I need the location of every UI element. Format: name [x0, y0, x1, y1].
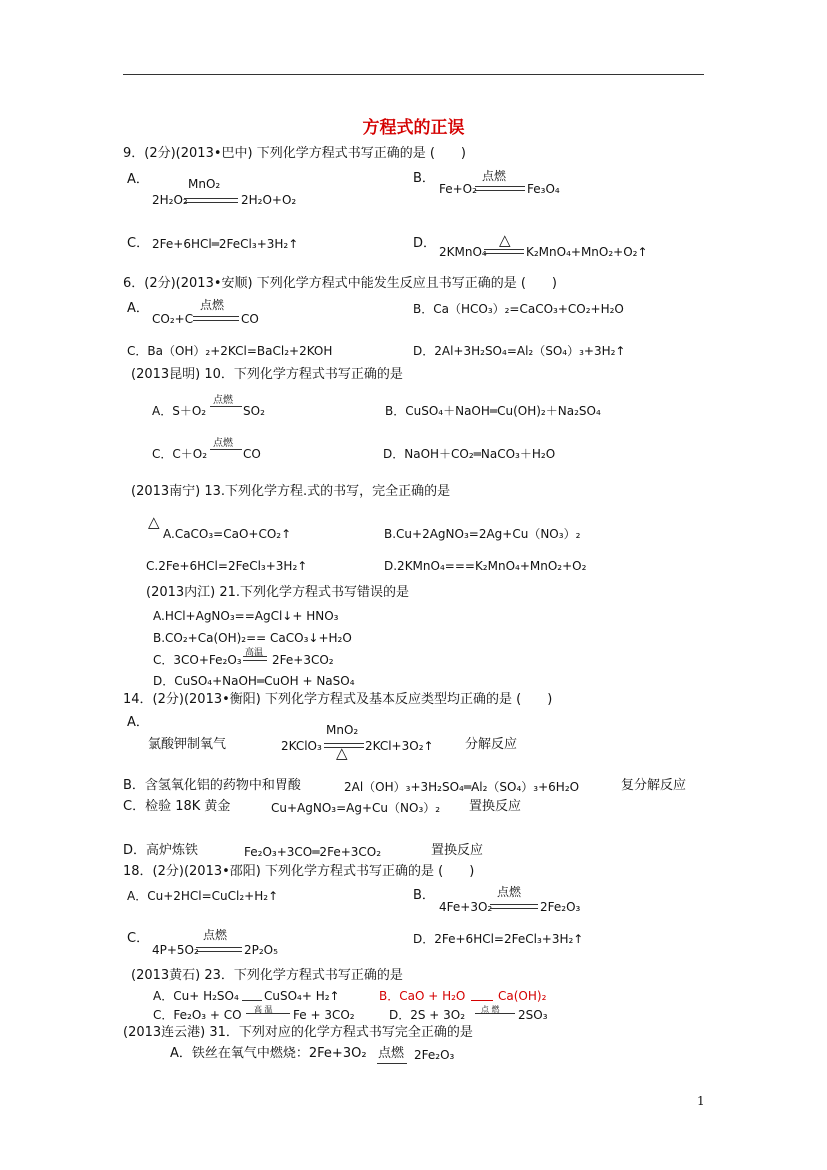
equals-bar: [471, 1000, 493, 1001]
option-a-left: A．Cu+ H₂SO₄: [153, 989, 239, 1003]
equation-right: SO₂: [243, 404, 265, 418]
option-label: D．: [413, 236, 437, 251]
option-b: B．Ca（HCO₃）₂=CaCO₃+CO₂+H₂O: [413, 302, 624, 316]
question-stem: (2013连云港) 31．下列对应的化学方程式书写完全正确的是: [123, 1025, 473, 1040]
reaction-condition: 点燃: [200, 298, 225, 312]
equation-right: CO: [241, 312, 259, 326]
question-stem: 9．(2分)(2013•巴中) 下列化学方程式书写正确的是 ( ): [123, 146, 466, 161]
option-d: D．2Fe+6HCl=2FeCl₃+3H₂↑: [413, 932, 584, 946]
equation-right: 2Fe₂O₃: [414, 1048, 455, 1062]
option-b: B．CuSO₄＋NaOH═Cu(OH)₂＋Na₂SO₄: [385, 404, 601, 418]
equals-bar: [490, 904, 538, 909]
question-stem: (2013内江) 21.下列化学方程式书写错误的是: [146, 585, 410, 600]
equation-right: CO: [243, 447, 261, 461]
question-stem: 14．(2分)(2013•衡阳) 下列化学方程式及基本反应类型均正确的是 ( ): [123, 692, 553, 707]
reaction-condition: 高 温: [254, 1005, 273, 1014]
option-a: A．Cu+2HCl=CuCl₂+H₂↑: [127, 889, 279, 903]
equals-bar: [484, 249, 524, 254]
reaction-condition: 点燃: [213, 395, 233, 406]
reaction-condition: 点燃: [482, 169, 507, 183]
option-b: B.CO₂+Ca(OH)₂== CaCO₃↓+H₂O: [153, 631, 352, 645]
equation-left: 4Fe+3O₂: [439, 900, 493, 914]
option-c-equation: Cu+AgNO₃=Ag+Cu（NO₃）₂: [271, 801, 441, 815]
reaction-type: 分解反应: [465, 737, 518, 752]
equation-left: Fe+O₂: [439, 182, 477, 196]
equation-left: 2KMnO₄: [439, 245, 487, 259]
option-d-right: 2SO₃: [518, 1008, 548, 1022]
equation-right: 2Fe+3CO₂: [272, 653, 334, 667]
option-label: C．: [127, 931, 150, 946]
equals-bar: [210, 406, 242, 407]
option-label: B．: [413, 888, 435, 903]
option-c: C．检验 18K 黄金: [123, 799, 231, 814]
option-b-left: B．CaO + H₂O: [379, 989, 466, 1003]
equals-bar: [475, 186, 525, 191]
option-label: A．: [127, 172, 149, 187]
option-a-left: A．S＋O₂: [152, 404, 207, 418]
page-number: 1: [697, 1094, 705, 1108]
header-rule: [123, 74, 704, 75]
option-d-left: D．2S + 3O₂: [389, 1008, 466, 1022]
option-b: B．含氢氧化铝的药物中和胃酸: [123, 778, 301, 793]
option-c-left: C．3CO+Fe₂O₃: [153, 653, 242, 667]
option-label: A．: [127, 715, 149, 730]
equals-bar: [242, 1000, 262, 1001]
equation-left: CO₂+C: [152, 312, 194, 326]
question-stem: 6．(2分)(2013•安顺) 下列化学方程式中能发生反应且书写正确的是 ( ): [123, 276, 557, 291]
reaction-condition: 点燃: [497, 885, 522, 899]
option-a-right: CuSO₄+ H₂↑: [264, 989, 340, 1003]
option-a-left: A．铁丝在氧气中燃烧：2Fe+3O₂: [170, 1046, 367, 1061]
equation-right: 2P₂O₅: [244, 943, 278, 957]
option-b-right: Ca(OH)₂: [498, 989, 547, 1003]
option-b: B.Cu+2AgNO₃=2Ag+Cu（NO₃）₂: [384, 527, 581, 541]
question-stem: 18．(2分)(2013•邵阳) 下列化学方程式书写正确的是 ( ): [123, 864, 475, 879]
option-d: D.2KMnO₄===K₂MnO₄+MnO₂+O₂: [384, 559, 587, 573]
equals-bar: [193, 316, 239, 321]
equation-right: 2KCl+3O₂↑: [365, 739, 434, 753]
heat-symbol: △: [148, 513, 160, 531]
option-d: D．高炉炼铁: [123, 843, 199, 858]
heat-symbol: △: [499, 231, 511, 249]
equals-bar: [475, 1013, 515, 1014]
option-c: C．Ba（OH）₂+2KCl=BaCl₂+2KOH: [127, 344, 333, 358]
option-c-right: Fe + 3CO₂: [293, 1008, 355, 1022]
equation-left: 2KClO₃: [281, 739, 322, 753]
option-label: C．: [127, 236, 150, 251]
equals-bar: [246, 1013, 290, 1014]
equals-bar: [184, 198, 238, 203]
reaction-condition: MnO₂: [188, 177, 221, 191]
option-label: B．: [413, 171, 435, 186]
reaction-condition: 点燃: [203, 928, 228, 942]
equals-bar: [377, 1063, 407, 1064]
option-c: C.2Fe+6HCl=2FeCl₃+3H₂↑: [146, 559, 308, 573]
option-d: D．NaOH＋CO₂═NaCO₃＋H₂O: [383, 447, 556, 461]
equation-right: K₂MnO₄+MnO₂+O₂↑: [526, 245, 648, 259]
option-a: A.HCl+AgNO₃==AgCl↓+ HNO₃: [153, 609, 339, 623]
question-stem: (2013南宁) 13.下列化学方程.式的书写，完全正确的是: [131, 484, 451, 499]
equation: 2Fe+6HCl═2FeCl₃+3H₂↑: [152, 237, 299, 251]
option-c-left: C．Fe₂O₃ + CO: [153, 1008, 242, 1022]
option-c-left: C．C＋O₂: [152, 447, 208, 461]
page-title: 方程式的正误: [362, 118, 465, 138]
reaction-type: 置换反应: [431, 843, 484, 858]
reaction-condition: 点燃: [378, 1046, 405, 1061]
question-stem: (2013昆明) 10．下列化学方程式书写正确的是: [131, 367, 403, 382]
question-stem: (2013黄石) 23．下列化学方程式书写正确的是: [131, 968, 403, 983]
equation-left: 2H₂O₂: [152, 193, 188, 207]
heat-symbol: △: [336, 744, 348, 762]
equation-right: Fe₃O₄: [527, 182, 560, 196]
reaction-type: 复分解反应: [621, 778, 687, 793]
equals-bar: [196, 947, 242, 952]
option-d: D．2Al+3H₂SO₄=Al₂（SO₄）₃+3H₂↑: [413, 344, 626, 358]
equation-left: 4P+5O₂: [152, 943, 199, 957]
option-a-name: 氯酸钾制氧气: [148, 737, 227, 752]
option-a: A.CaCO₃=CaO+CO₂↑: [163, 527, 292, 541]
reaction-condition: 高温: [245, 648, 264, 658]
equation-right: 2H₂O+O₂: [241, 193, 297, 207]
reaction-condition: MnO₂: [326, 723, 359, 737]
reaction-condition: 点 燃: [481, 1005, 500, 1014]
equals-bar: [210, 449, 242, 450]
option-label: A．: [127, 301, 149, 316]
reaction-type: 置换反应: [469, 799, 522, 814]
option-d: D．CuSO₄+NaOH═CuOH + NaSO₄: [153, 674, 355, 688]
option-d-equation: Fe₂O₃+3CO═2Fe+3CO₂: [244, 845, 382, 859]
reaction-condition: 点燃: [213, 438, 233, 449]
equals-bar: [243, 656, 267, 661]
equation-right: 2Fe₂O₃: [540, 900, 581, 914]
option-b-equation: 2Al（OH）₃+3H₂SO₄═Al₂（SO₄）₃+6H₂O: [344, 780, 580, 794]
